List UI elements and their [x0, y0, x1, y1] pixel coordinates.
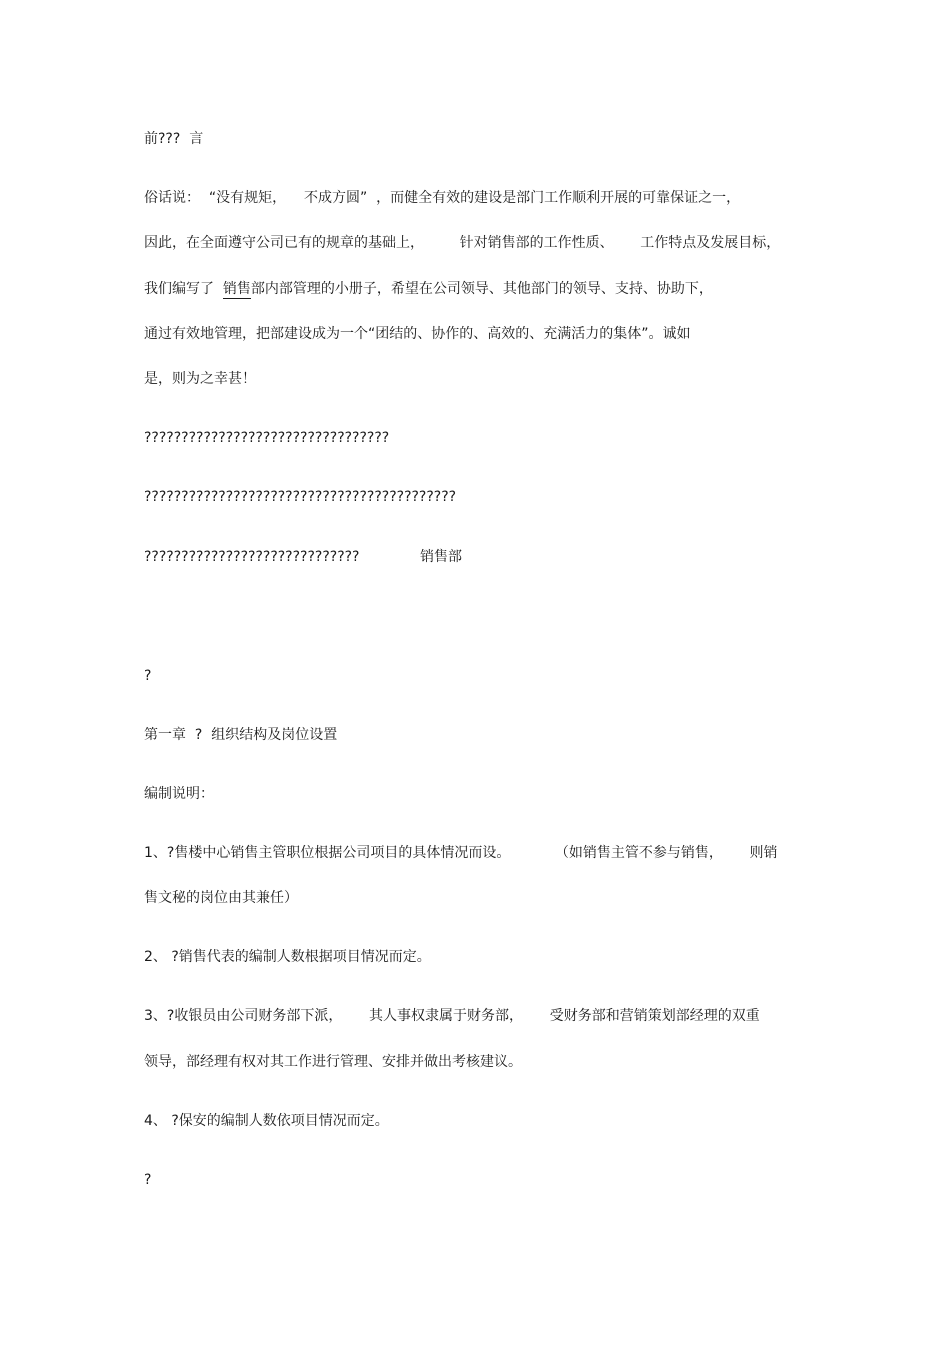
placeholder-line-1: ????????????????????????????????? [144, 430, 390, 446]
list-item-3-line-2: 领导，部经理有权对其工作进行管理、安排并做出考核建议。 [144, 1054, 522, 1070]
separator-mark: ? [144, 668, 152, 684]
underlined-dept-name: 销售 [222, 281, 251, 297]
preface-line-5: 是，则为之幸甚！ [144, 371, 256, 387]
list-item-2: 2、 ?销售代表的编制人数根据项目情况而定。 [144, 949, 431, 965]
chapter-title: 第一章 ? 组织结构及岗位设置 [144, 727, 338, 743]
preface-line-4: 通过有效地管理，把部建设成为一个“团结的、协作的、高效的、充满活力的集体”。诚如 [144, 326, 691, 342]
placeholder-line-3: ????????????????????????????? [144, 549, 360, 565]
note-heading: 编制说明： [144, 786, 214, 802]
preface-title: 前??? 言 [144, 131, 204, 147]
separator-mark-2: ? [144, 1172, 152, 1188]
preface-line-3 [144, 280, 713, 298]
list-item-1-line-1: 1、?售楼中心销售主管职位根据公司项目的具体情况而设。 （如销售主管不参与销售， 则销 [144, 845, 778, 861]
placeholder-line-2: ?????????????????????????????????????????? [144, 489, 457, 505]
list-item-3-line-1: 3、?收银员由公司财务部下派， 其人事权隶属于财务部， 受财务部和营销策划部经理的双重 [144, 1008, 760, 1024]
list-item-4: 4、 ?保安的编制人数依项目情况而定。 [144, 1113, 389, 1129]
preface-line-3-end: 部内部管理的小册子，希望在公司领导、其他部门的领导、支持、协助下， [250, 281, 713, 297]
preface-line-1: 俗话说： “没有规矩， 不成方圆” ，而健全有效的建设是部门工作顺利开展的可靠保证之一， [144, 190, 741, 206]
signature-dept: 销售部 [420, 549, 462, 565]
preface-line-2: 因此，在全面遵守公司已有的规章的基础上， 针对销售部的工作性质、 工作特点及发展目标， [144, 235, 781, 251]
list-item-1-line-2: 售文秘的岗位由其兼任） [144, 890, 298, 906]
preface-line-3-start: 我们编写了 [144, 281, 223, 297]
